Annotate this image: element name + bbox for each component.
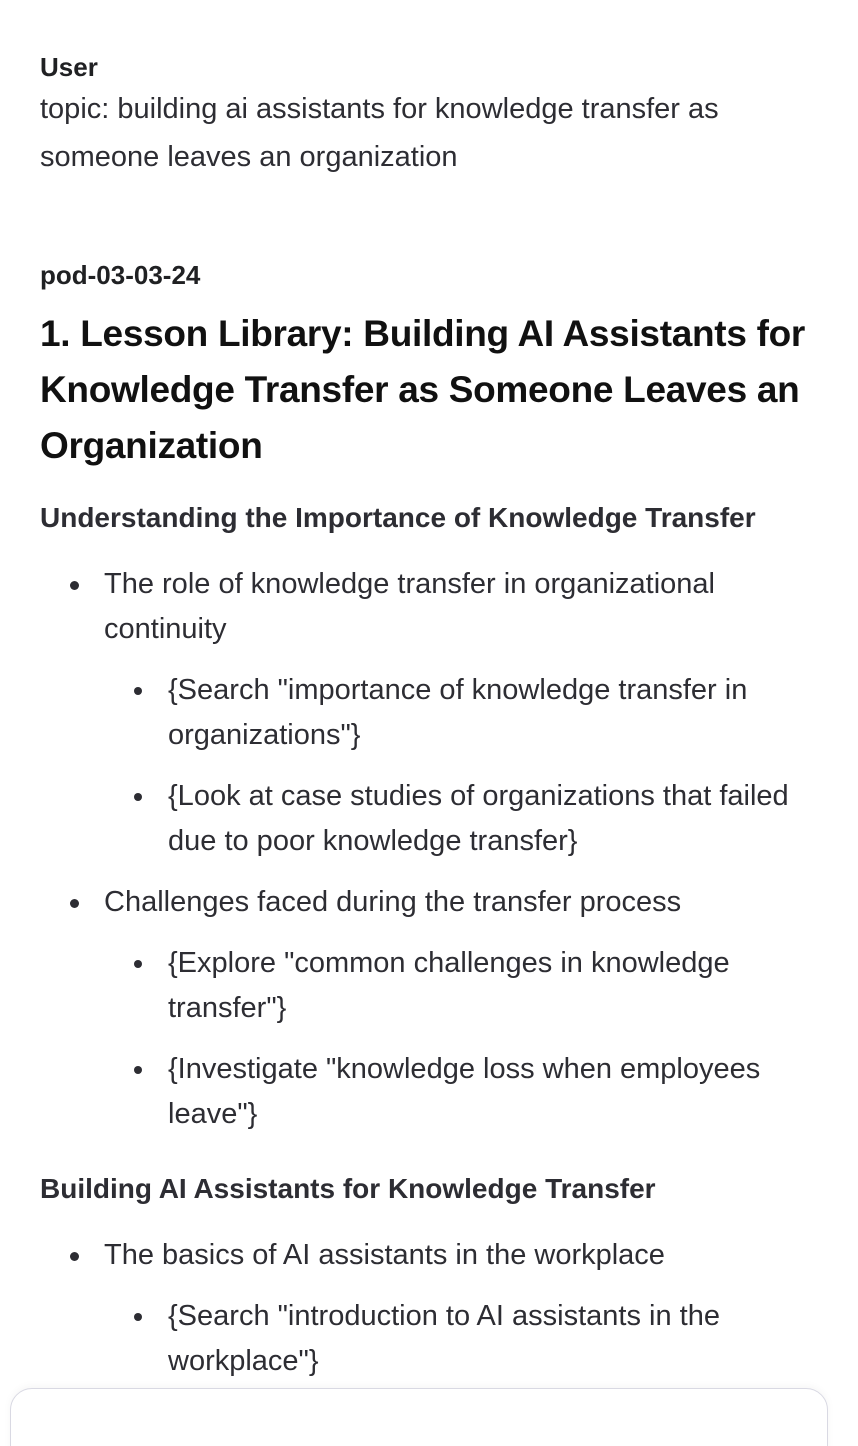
- sublist: [104, 668, 820, 864]
- user-message: [40, 50, 820, 181]
- list-item: [40, 1233, 820, 1384]
- assistant-message: [40, 258, 820, 1400]
- section-title: Understanding the Importance of Knowledge Transfer: [40, 502, 756, 533]
- sublist-item: {Search "introduction to AI assistants in the workplace"}: [104, 1294, 820, 1384]
- list-item-text: Challenges faced during the transfer process: [104, 886, 682, 918]
- list-item-text: The basics of AI assistants in the workplace: [104, 1239, 665, 1271]
- sublist-item: {Explore "common challenges in knowledge transfer"}: [104, 941, 820, 1031]
- section-title: Building AI Assistants for Knowledge Transfer: [40, 1173, 656, 1204]
- list-item: [40, 562, 820, 864]
- message-composer[interactable]: [10, 1388, 828, 1446]
- sublist-item: {Investigate "knowledge loss when employees leave"}: [104, 1047, 820, 1137]
- list-item: [40, 880, 820, 1137]
- sublist-item: {Look at case studies of organizations that failed due to poor knowledge transfer}: [104, 774, 820, 864]
- user-role-label: User: [40, 52, 98, 82]
- sublist: [104, 1294, 820, 1384]
- sublist: [104, 941, 820, 1137]
- response-heading: 1. Lesson Library: Building AI Assistants for Knowledge Transfer as Someone Leaves an Organization: [40, 313, 806, 466]
- section-list: [40, 1233, 820, 1384]
- section-list: [40, 562, 820, 1137]
- sublist-item: {Search "importance of knowledge transfer in organizations"}: [104, 668, 820, 758]
- assistant-name-label: pod-03-03-24: [40, 260, 201, 290]
- list-item-text: The role of knowledge transfer in organizational continuity: [104, 568, 715, 645]
- user-message-text: topic: building ai assistants for knowledge transfer as someone leaves an organization: [40, 93, 719, 173]
